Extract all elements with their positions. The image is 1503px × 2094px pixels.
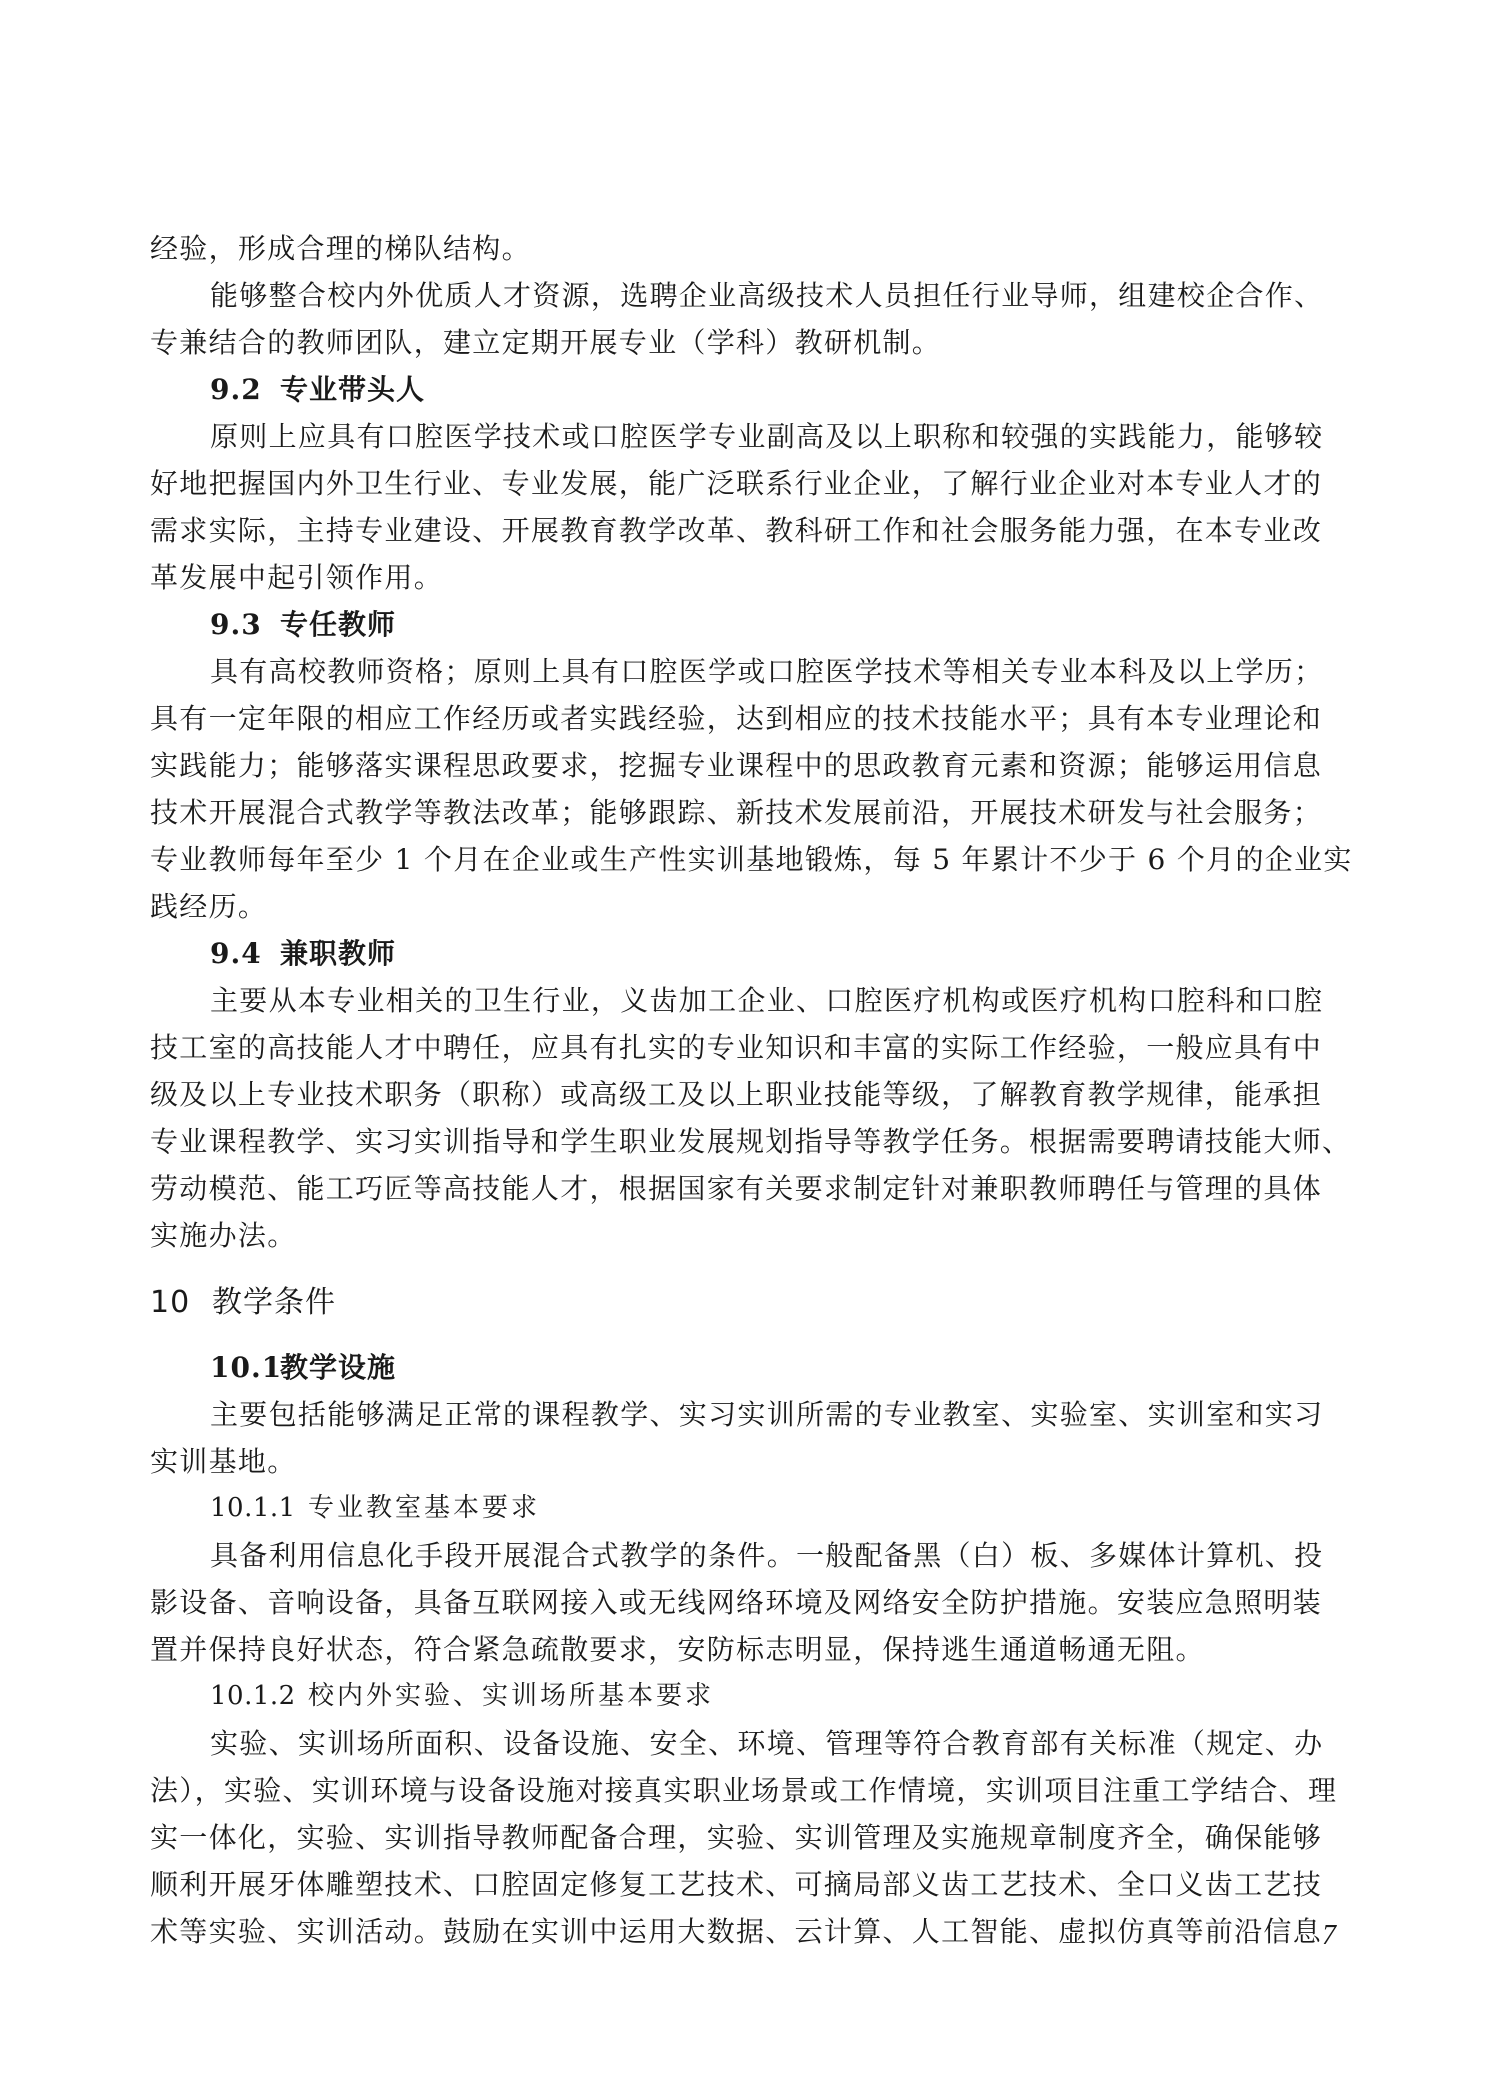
text-line: 实验、实训场所面积、设备设施、安全、环境、管理等符合教育部有关标准（规定、办 <box>210 1727 1324 1760</box>
section-number: 10.1 <box>210 1351 283 1384</box>
section-title: 兼职教师 <box>280 937 397 970</box>
page-number: 7 <box>1322 1920 1336 1951</box>
text-line: 技工室的高技能人才中聘任，应具有扎实的专业知识和丰富的实际工作经验，一般应具有中 <box>150 1031 1323 1064</box>
text-line: 实践能力；能够落实课程思政要求，挖掘专业课程中的思政教育元素和资源；能够运用信息 <box>150 749 1323 782</box>
text-line: 经验，形成合理的梯队结构。 <box>150 232 531 265</box>
text-line: 践经历。 <box>150 890 268 923</box>
section-title: 教学设施 <box>280 1351 397 1384</box>
subsection-heading-10-1-1 <box>150 1485 1360 1532</box>
text-line: 需求实际，主持专业建设、开展教育教学改革、教科研工作和社会服务能力强，在本专业改 <box>150 514 1323 547</box>
text-line: 技术开展混合式教学等教法改革；能够跟踪、新技术发展前沿，开展技术研发与社会服务； <box>150 796 1323 829</box>
text-line: 好地把握国内外卫生行业、专业发展，能广泛联系行业企业，了解行业企业对本专业人才的 <box>150 467 1323 500</box>
text-line: 具备利用信息化手段开展混合式教学的条件。一般配备黑（白）板、多媒体计算机、投 <box>210 1539 1324 1572</box>
document-page <box>150 225 1360 1955</box>
text-line: 级及以上专业技术职务（职称）或高级工及以上职业技能等级，了解教育教学规律，能承担 <box>150 1078 1323 1111</box>
text-line: 革发展中起引领作用。 <box>150 561 444 594</box>
text-line: 置并保持良好状态，符合紧急疏散要求，安防标志明显，保持逃生通道畅通无阻。 <box>150 1633 1205 1666</box>
text-line: 专业课程教学、实习实训指导和学生职业发展规划指导等教学任务。根据需要聘请技能大师、 <box>150 1125 1352 1158</box>
text-line: 能够整合校内外优质人才资源，选聘企业高级技术人员担任行业导师，组建校企合作、 <box>210 279 1324 312</box>
subsection-number: 10.1.1 <box>210 1493 296 1523</box>
text-line: 具有高校教师资格；原则上具有口腔医学或口腔医学技术等相关专业本科及以上学历； <box>210 655 1324 688</box>
section-title: 专任教师 <box>280 608 397 641</box>
section-heading-9-4 <box>150 930 1360 977</box>
text-line: 主要从本专业相关的卫生行业，义齿加工企业、口腔医疗机构或医疗机构口腔科和口腔 <box>210 984 1324 1017</box>
section-number: 9.3 <box>210 608 262 641</box>
text-line: 影设备、音响设备，具备互联网接入或无线网络环境及网络安全防护措施。安装应急照明装 <box>150 1586 1323 1619</box>
paragraph <box>150 1532 1360 1673</box>
section-number: 9.4 <box>210 937 262 970</box>
section-number: 9.2 <box>210 373 262 406</box>
text-line: 原则上应具有口腔医学技术或口腔医学专业副高及以上职称和较强的实践能力，能够较 <box>210 420 1324 453</box>
section-heading-10-1 <box>150 1344 1360 1391</box>
subsection-heading-10-1-2 <box>150 1673 1360 1720</box>
paragraph <box>150 1391 1360 1485</box>
text-line: 术等实验、实训活动。鼓励在实训中运用大数据、云计算、人工智能、虚拟仿真等前沿信息 <box>150 1915 1323 1948</box>
chapter-title: 教学条件 <box>212 1285 336 1320</box>
text-line: 专兼结合的教师团队，建立定期开展专业（学科）教研机制。 <box>150 326 942 359</box>
subsection-title: 专业教室基本要求 <box>308 1493 541 1523</box>
section-heading-9-2 <box>150 366 1360 413</box>
text-line: 实施办法。 <box>150 1219 297 1252</box>
text-line: 劳动模范、能工巧匠等高技能人才，根据国家有关要求制定针对兼职教师聘任与管理的具体 <box>150 1172 1323 1205</box>
text-line: 顺利开展牙体雕塑技术、口腔固定修复工艺技术、可摘局部义齿工艺技术、全口义齿工艺技 <box>150 1868 1323 1901</box>
paragraph <box>150 225 1360 272</box>
text-line: 法），实验、实训环境与设备设施对接真实职业场景或工作情境，实训项目注重工学结合、理 <box>150 1774 1338 1807</box>
subsection-number: 10.1.2 <box>210 1681 296 1711</box>
subsection-title: 校内外实验、实训场所基本要求 <box>308 1681 715 1711</box>
chapter-heading-10 <box>150 1279 1360 1326</box>
text-line: 实训基地。 <box>150 1445 297 1478</box>
section-heading-9-3 <box>150 601 1360 648</box>
paragraph <box>150 977 1360 1259</box>
section-title: 专业带头人 <box>280 373 426 406</box>
paragraph <box>150 413 1360 601</box>
chapter-number: 10 <box>150 1285 191 1320</box>
text-line: 具有一定年限的相应工作经历或者实践经验，达到相应的技术技能水平；具有本专业理论和 <box>150 702 1323 735</box>
text-line: 主要包括能够满足正常的课程教学、实习实训所需的专业教室、实验室、实训室和实习 <box>210 1398 1324 1431</box>
paragraph <box>150 1720 1360 1955</box>
text-line: 实一体化，实验、实训指导教师配备合理，实验、实训管理及实施规章制度齐全，确保能够 <box>150 1821 1323 1854</box>
text-line: 专业教师每年至少 1 个月在企业或生产性实训基地锻炼，每 5 年累计不少于 6 个月的企业实 <box>150 843 1353 876</box>
paragraph <box>150 648 1360 930</box>
paragraph <box>150 272 1360 366</box>
